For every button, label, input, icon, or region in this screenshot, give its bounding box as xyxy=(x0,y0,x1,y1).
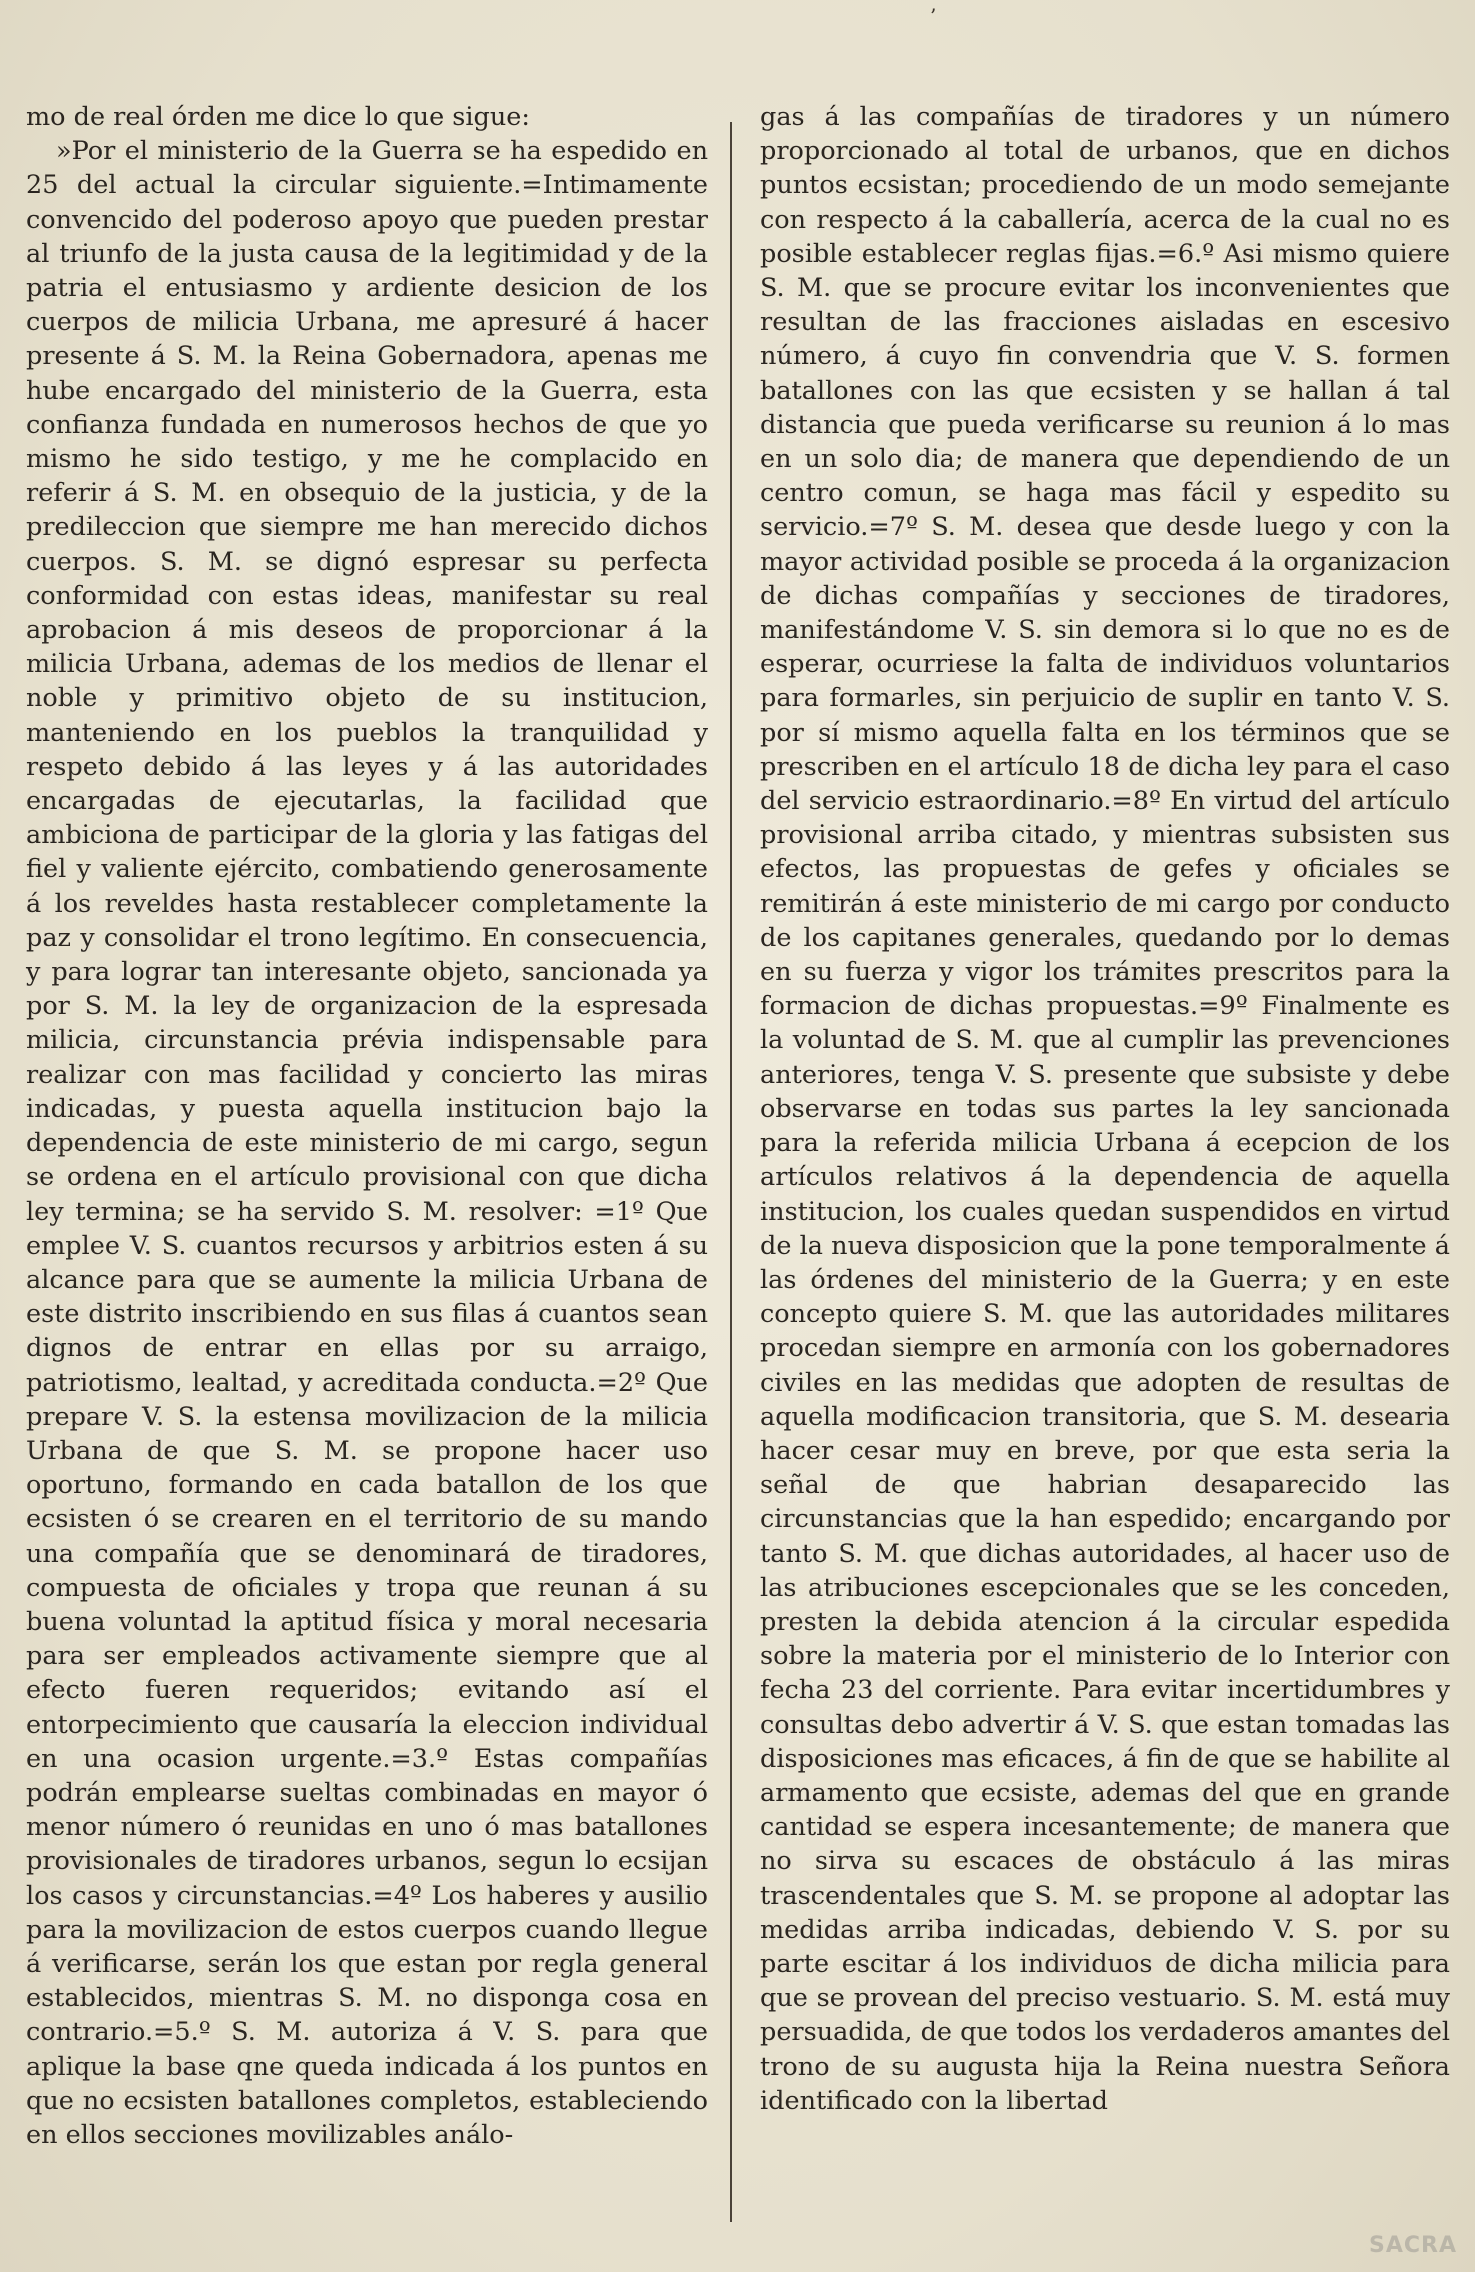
column-divider xyxy=(730,122,732,2222)
left-column xyxy=(26,100,708,2152)
watermark: SACRA xyxy=(1369,2233,1457,2258)
left-paragraph: mo de real órden me dice lo que sigue: xyxy=(26,102,530,132)
right-paragraph: gas á las compañías de tiradores y un número proporcionado al total de urbanos, que en dichos puntos ecsistan; procediendo de un modo semejante con respecto á la caballería, acerca de la cual no es posible establecer reglas fijas.=6.º Asi mismo quiere S. M. que se procure evitar los inconvenientes que resultan de las fracciones aisladas en escesivo número, á cuyo fin convendria que V. S. formen batallones con las que ecsisten y se hallan á tal distancia que pueda verificarse su reunion á lo mas en un solo dia; de manera que dependiendo de un centro comun, se haga mas fácil y espedito su servicio.=7º S. M. desea que desde luego y con la mayor actividad posible se proceda á la organizacion de dichas compañías y secciones de tiradores, manifestándome V. S. sin demora si lo que no es de esperar, ocurriese la falta de individuos voluntarios para formarles, sin perjuicio de suplir en tanto V. S. por sí mismo aquella falta en los términos que se prescriben en el artículo 18 de dicha ley para el caso del servicio estraordinario.=8º En virtud del artículo provisional arriba citado, y mientras subsisten sus efectos, las propuestas de gefes y oficiales se remitirán á este ministerio de mi cargo por conducto de los capitanes generales, quedando por lo demas en su fuerza y vigor los trámites prescritos para la formacion de dichas propuestas.=9º Finalmente es la voluntad de S. M. que al cumplir las prevenciones anteriores, tenga V. S. presente que subsiste y debe observarse en todas sus partes la ley sancionada para la referida milicia Urbana á ecepcion de los artículos relativos á la dependencia de aquella institucion, los cuales quedan suspendidos en virtud de la nueva disposicion que la pone temporalmente á las órdenes del ministerio de la Guerra; y en este concepto quiere S. M. que las autoridades militares procedan siempre en armonía con los gobernadores civiles en las medidas que adopten de resultas de aquella modificacion transitoria, que S. M. desearia hacer cesar muy en breve, por que esta seria la señal de que habrian desaparecido las circunstancias que la han espedido; encargando por tanto S. M. que dichas autoridades, al hacer uso de las atribuciones escepcionales que se les conceden, presten la debida atencion á la circular espedida sobre la materia por el ministerio de lo Interior con fecha 23 del corriente. Para evitar incertidumbres y consultas debo advertir á V. S. que estan tomadas las disposiciones mas eficaces, á fin de que se habilite al armamento que ecsiste, ademas del que en grande cantidad se espera incesantemente; de manera que no sirva su escaces de obstáculo á las miras trascendentales que S. M. se propone al adoptar las medidas arriba indicadas, debiendo V. S. por su parte escitar á los individuos de dicha milicia para que se provean del preciso vestuario. S. M. está muy persuadida, de que todos los verdaderos amantes del trono de su augusta hija la Reina nuestra Señora identificado con la libertad xyxy=(760,102,1450,2116)
left-paragraph: »Por el ministerio de la Guerra se ha espedido en 25 del actual la circular siguiente.=Intimamente convencido del poderoso apoyo que pueden prestar al triunfo de la justa causa de la legitimidad y de la patria el entusiasmo y ardiente desicion de los cuerpos de milicia Urbana, me apresuré á hacer presente á S. M. la Reina Gobernadora, apenas me hube encargado del ministerio de la Guerra, esta confianza fundada en numerosos hechos de que yo mismo he sido testigo, y me he complacido en referir á S. M. en obsequio de la justicia, y de la predileccion que siempre me han merecido dichos cuerpos. S. M. se dignó espresar su perfecta conformidad con estas ideas, manifestar su real aprobacion á mis deseos de proporcionar á la milicia Urbana, ademas de los medios de llenar el noble y primitivo objeto de su institucion, manteniendo en los pueblos la tranquilidad y respeto debido á las leyes y á las autoridades encargadas de ejecutarlas, la facilidad que ambiciona de participar de la gloria y las fatigas del fiel y valiente ejército, combatiendo generosamente á los reveldes hasta restablecer completamente la paz y consolidar el trono legítimo. En consecuencia, y para lograr tan interesante objeto, sancionada ya por S. M. la ley de organizacion de la espresada milicia, circunstancia prévia indispensable para realizar con mas facilidad y concierto las miras indicadas, y puesta aquella institucion bajo la dependencia de este ministerio de mi cargo, segun se ordena en el artículo provisional con que dicha ley termina; se ha servido S. M. resolver: =1º Que emplee V. S. cuantos recursos y arbitrios esten á su alcance para que se aumente la milicia Urbana de este distrito inscribiendo en sus filas á cuantos sean dignos de entrar en ellas por su arraigo, patriotismo, lealtad, y acreditada conducta.=2º Que prepare V. S. la estensa movilizacion de la milicia Urbana de que S. M. se propone hacer uso oportuno, formando en cada batallon de los que ecsisten ó se crearen en el territorio de su mando una compañía que se denominará de tiradores, compuesta de oficiales y tropa que reunan á su buena voluntad la aptitud física y moral necesaria para ser empleados activamente siempre que al efecto fueren requeridos; evitando así el entorpecimiento que causaría la eleccion individual en una ocasion urgente.=3.º Estas compañías podrán emplearse sueltas combinadas en mayor ó menor número ó reunidas en uno ó mas batallones provisionales de tiradores urbanos, segun lo ecsijan los casos y circunstancias.=4º Los haberes y ausilio para la movilizacion de estos cuerpos cuando llegue á verificarse, serán los que estan por regla general establecidos, mientras S. M. no disponga cosa en contrario.=5.º S. M. autoriza á V. S. para que aplique la base qne queda indicada á los puntos en que no ecsisten batallones completos, estableciendo en ellos secciones movilizables análo- xyxy=(26,136,708,2150)
printer-ornament: ’ xyxy=(930,4,937,28)
right-column xyxy=(760,100,1450,2118)
